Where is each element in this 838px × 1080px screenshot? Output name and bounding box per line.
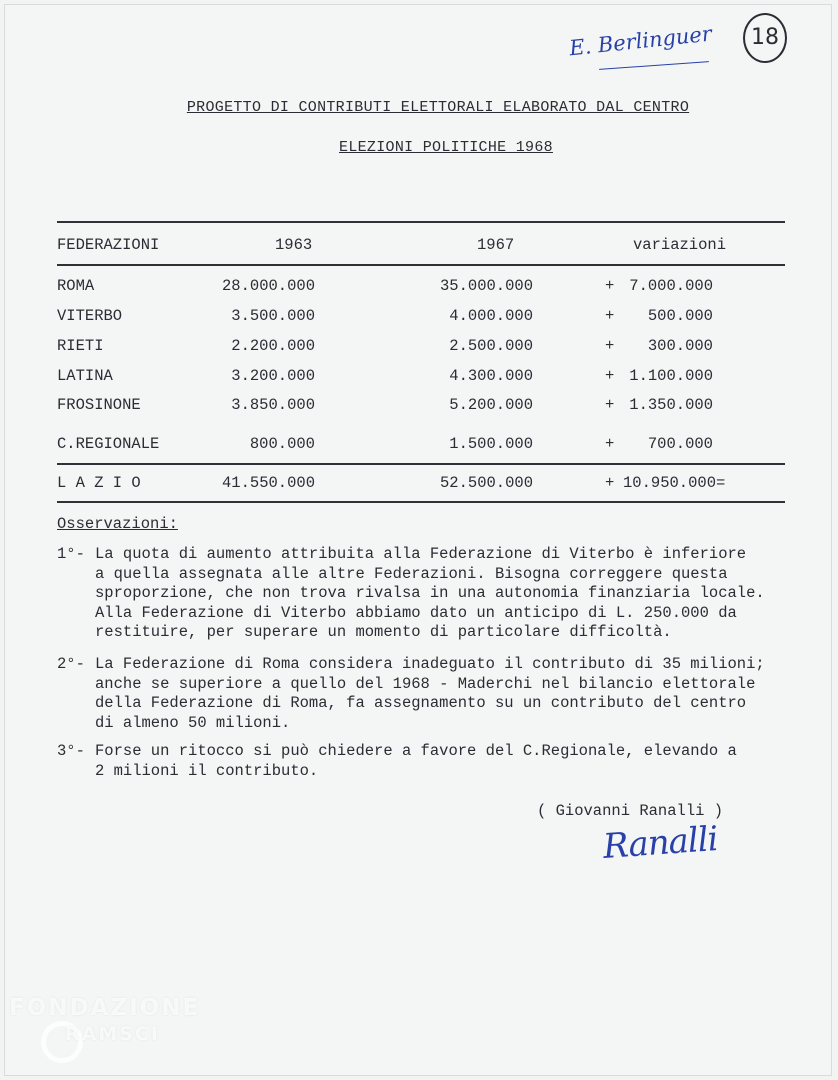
handwritten-signature: Ranalli — [601, 819, 719, 867]
row-1967: 1.500.000 — [449, 435, 533, 453]
note-text: Forse un ritocco si può chiedere a favore del C.Regionale, elevando a 2 milioni il contributo. — [95, 742, 737, 780]
row-variation: 700.000 — [647, 435, 713, 453]
row-1963: 28.000.000 — [221, 277, 315, 295]
header-1963: 1963 — [275, 236, 313, 254]
row-sign: + — [605, 277, 615, 295]
table-total-rule — [57, 463, 785, 465]
watermark-line1: FONDAZIONE — [9, 995, 201, 1021]
signatory-name: ( Giovanni Ranalli ) — [537, 802, 724, 820]
row-1967: 4.000.000 — [449, 307, 533, 325]
note-text: La Federazione di Roma considera inadeguato il contributo di 35 milioni; anche se superiore a quello del 1968 - Maderchi nel bilancio elettorale della Federazione di Roma, fa assegnamento su un contributo del centro di almeno 50 milioni. — [95, 655, 765, 732]
row-1967: 4.300.000 — [449, 367, 533, 385]
table-top-rule — [57, 221, 785, 223]
row-1963: 3.850.000 — [231, 396, 315, 414]
total-federation: L A Z I O — [57, 474, 141, 492]
row-variation: 1.350.000 — [629, 396, 713, 414]
row-1963: 2.200.000 — [231, 337, 315, 355]
annotation-underline — [599, 61, 709, 70]
row-sign: + — [605, 307, 615, 325]
row-federation: C.REGIONALE — [57, 435, 160, 453]
total-sign: + — [605, 474, 615, 492]
row-federation: LATINA — [57, 367, 113, 385]
row-sign: + — [605, 367, 615, 385]
total-variation: 10.950.000= — [623, 474, 726, 492]
note-number: 3°- — [57, 742, 85, 760]
row-variation: 500.000 — [647, 307, 713, 325]
row-sign: + — [605, 396, 615, 414]
table-header-rule — [57, 264, 785, 266]
table-bottom-rule — [57, 501, 785, 503]
row-federation: ROMA — [57, 277, 95, 295]
document-subtitle: ELEZIONI POLITICHE 1968 — [339, 139, 553, 156]
row-sign: + — [605, 435, 615, 453]
header-1967: 1967 — [477, 236, 515, 254]
row-variation: 300.000 — [647, 337, 713, 355]
total-1967: 52.500.000 — [439, 474, 533, 492]
header-federazioni: FEDERAZIONI — [57, 236, 160, 254]
row-variation: 1.100.000 — [629, 367, 713, 385]
note-text: La quota di aumento attribuita alla Federazione di Viterbo è inferiore a quella assegnata alle altre Federazioni. Bisogna correggere questa sproporzione, che non trova rivalsa in una autonomia finanziaria locale. Alla Federazione di Viterbo abbiamo dato un anticipo di L. 250.000 da restituire, per superare un momento di particolare difficoltà. — [95, 545, 765, 641]
row-federation: FROSINONE — [57, 396, 141, 414]
row-federation: RIETI — [57, 337, 104, 355]
row-1963: 3.200.000 — [231, 367, 315, 385]
observations-heading: Osservazioni: — [57, 515, 178, 533]
watermark-line2: RAMSCI — [65, 1023, 160, 1045]
row-1967: 5.200.000 — [449, 396, 533, 414]
note-number: 1°- — [57, 545, 85, 563]
document-title: PROGETTO DI CONTRIBUTI ELETTORALI ELABORATO DAL CENTRO — [186, 99, 690, 116]
row-1963: 800.000 — [249, 435, 315, 453]
header-variazioni: variazioni — [633, 236, 727, 254]
row-1963: 3.500.000 — [231, 307, 315, 325]
note-number: 2°- — [57, 655, 85, 673]
page-number: 18 — [743, 13, 787, 63]
row-1967: 35.000.000 — [439, 277, 533, 295]
total-1963: 41.550.000 — [221, 474, 315, 492]
row-sign: + — [605, 337, 615, 355]
row-federation: VITERBO — [57, 307, 123, 325]
handwritten-annotation: E. Berlinguer — [568, 21, 713, 61]
row-variation: 7.000.000 — [629, 277, 713, 295]
document-page — [4, 4, 832, 1076]
row-1967: 2.500.000 — [449, 337, 533, 355]
